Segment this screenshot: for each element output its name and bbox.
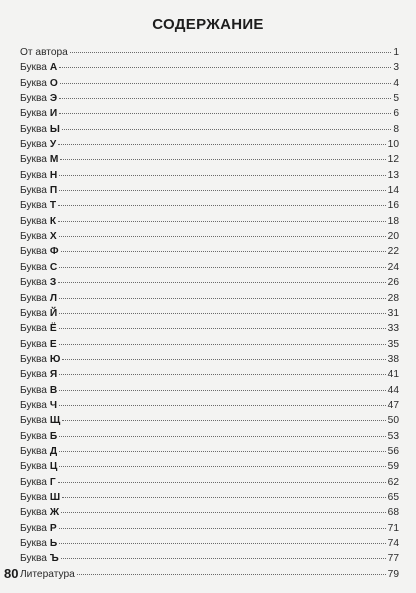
dot-leader <box>59 112 391 114</box>
toc-entry-label <box>20 321 57 336</box>
toc-entry-letter: Я <box>49 369 58 381</box>
dot-leader <box>59 66 391 68</box>
toc-entry-label <box>20 551 59 566</box>
dot-leader <box>58 481 386 483</box>
toc-entry-prefix: Буква <box>20 307 50 319</box>
dot-leader <box>58 204 386 206</box>
toc-entry-page: 12 <box>387 154 399 166</box>
toc-entry-prefix: Буква <box>20 169 50 181</box>
toc-entry-letter: С <box>49 261 58 273</box>
toc-entry-prefix: Буква <box>20 123 50 135</box>
toc-entry-page: 35 <box>387 338 399 350</box>
toc-entry <box>20 137 399 152</box>
toc-entry <box>20 413 399 428</box>
toc-entry-page: 26 <box>387 277 399 289</box>
toc-entry-label <box>20 536 57 551</box>
toc-entry-prefix: Буква <box>20 231 50 243</box>
toc-entry-prefix: Буква <box>20 491 50 503</box>
toc-entry-label <box>20 45 68 60</box>
toc-entry-prefix: Буква <box>20 338 50 350</box>
dot-leader <box>59 327 386 329</box>
toc-entry-label <box>20 183 57 198</box>
toc-entry-label <box>20 275 56 290</box>
toc-entry-letter: Р <box>49 522 57 534</box>
toc-entry <box>20 152 399 167</box>
toc-entry-prefix: Буква <box>20 108 50 120</box>
dot-leader <box>60 158 385 160</box>
dot-leader <box>77 573 386 575</box>
toc-entry-label <box>20 198 56 213</box>
toc-entry-label <box>20 490 60 505</box>
dot-leader <box>59 297 386 299</box>
toc-entry-page: 79 <box>387 568 399 580</box>
toc-entry-letter: Ъ <box>49 553 59 565</box>
toc-entry <box>20 505 399 520</box>
toc-entry <box>20 306 399 321</box>
toc-entry-letter: О <box>49 77 58 89</box>
toc-entry-letter: Э <box>49 93 58 105</box>
toc-entry-prefix: Буква <box>20 522 50 534</box>
toc-entry-prefix: Буква <box>20 538 50 549</box>
toc-entry-prefix: Буква <box>20 476 50 488</box>
dot-leader <box>59 97 391 99</box>
toc-entry-label <box>20 429 57 444</box>
toc-entry-letter: Й <box>49 307 58 319</box>
toc-entry-prefix: Буква <box>20 445 50 457</box>
toc-entry-prefix: Буква <box>20 261 50 273</box>
toc-entry-letter: Ё <box>49 323 57 335</box>
toc-entry-prefix: Буква <box>20 553 50 565</box>
toc-entry-label <box>20 137 56 152</box>
toc-entry-letter: Н <box>49 169 58 181</box>
toc-entry <box>20 521 399 536</box>
toc-entry-page: 77 <box>387 553 399 565</box>
dot-leader <box>70 51 392 53</box>
toc-entry-page: 4 <box>393 77 399 89</box>
toc-entry-prefix: Буква <box>20 384 50 396</box>
toc-entry <box>20 60 399 75</box>
toc-entry-page: 44 <box>387 384 399 396</box>
toc-entry <box>20 106 399 121</box>
toc-entry-label <box>20 398 57 413</box>
toc-entry-page: 18 <box>387 215 399 227</box>
dot-leader <box>61 557 386 559</box>
toc-entry-page: 14 <box>387 185 399 197</box>
toc-entry-prefix: Буква <box>20 200 50 212</box>
toc-entry-label <box>20 367 57 382</box>
toc-entry <box>20 459 399 474</box>
toc-entry-page: 28 <box>387 292 399 304</box>
toc-entry-page: 38 <box>387 353 399 365</box>
toc-entry-prefix: Литература <box>20 568 75 580</box>
toc-entry-prefix: Буква <box>20 62 50 74</box>
dot-leader <box>59 174 385 176</box>
toc-entry <box>20 275 399 290</box>
dot-leader <box>61 250 386 252</box>
dot-leader <box>61 511 386 513</box>
toc-entry <box>20 337 399 352</box>
toc-entry-prefix: Буква <box>20 77 50 89</box>
toc-entry-label <box>20 244 59 259</box>
toc-entry-label <box>20 444 57 459</box>
toc-entry-prefix: Буква <box>20 323 50 335</box>
toc-entry <box>20 291 399 306</box>
toc-entry <box>20 367 399 382</box>
toc-entry <box>20 429 399 444</box>
dot-leader <box>59 404 386 406</box>
toc-entry <box>20 122 399 137</box>
toc-entry-label <box>20 383 57 398</box>
toc-entry <box>20 352 399 367</box>
toc-entry-label <box>20 122 60 137</box>
toc-entry-label <box>20 60 57 75</box>
toc-entry-page: 5 <box>393 93 399 105</box>
toc-entry-page: 31 <box>387 307 399 319</box>
toc-entry-label <box>20 76 58 91</box>
toc-entry-page: 71 <box>387 522 399 534</box>
toc-entry-letter: Х <box>49 231 57 243</box>
toc-entry-prefix: Буква <box>20 415 50 427</box>
toc-entry <box>20 244 399 259</box>
dot-leader <box>58 281 385 283</box>
toc-entry-page: 3 <box>393 62 399 74</box>
toc-entry-letter: М <box>49 154 59 166</box>
toc-entry-page: 65 <box>387 491 399 503</box>
dot-leader <box>60 82 392 84</box>
toc-entry-label <box>20 291 57 306</box>
toc-entry-label <box>20 214 56 229</box>
toc-entry-prefix: Буква <box>20 507 50 519</box>
toc-entry <box>20 91 399 106</box>
toc-entry-label <box>20 91 57 106</box>
toc-entry <box>20 76 399 91</box>
dot-leader <box>59 435 386 437</box>
toc-entry-label <box>20 567 75 582</box>
toc-entry-prefix: Буква <box>20 292 50 304</box>
dot-leader <box>59 266 385 268</box>
toc-entry <box>20 567 399 582</box>
toc-entry-letter: А <box>49 62 58 74</box>
toc-entry-letter: П <box>49 185 58 197</box>
toc-entry <box>20 536 399 551</box>
toc-entry <box>20 214 399 229</box>
toc-entry-label <box>20 229 57 244</box>
table-of-contents <box>20 45 399 582</box>
toc-entry-page: 13 <box>387 169 399 181</box>
toc-entry-letter: Ы <box>49 123 60 135</box>
toc-entry-prefix: Буква <box>20 215 50 227</box>
dot-leader <box>59 450 386 452</box>
toc-entry <box>20 168 399 183</box>
page-number: 80 <box>4 566 19 581</box>
toc-entry <box>20 45 399 60</box>
toc-entry-page: 47 <box>387 399 399 411</box>
toc-entry <box>20 383 399 398</box>
toc-entry <box>20 398 399 413</box>
toc-entry-page: 56 <box>387 445 399 457</box>
toc-entry-label <box>20 106 57 121</box>
toc-entry-page: 41 <box>387 369 399 381</box>
toc-entry-letter: Е <box>49 338 57 350</box>
toc-entry-letter: И <box>49 108 58 120</box>
toc-entry-letter: В <box>49 384 58 396</box>
dot-leader <box>62 358 385 360</box>
toc-entry-prefix: От автора <box>20 47 68 58</box>
dot-leader <box>58 220 386 222</box>
toc-entry-page: 53 <box>387 430 399 442</box>
toc-entry-page: 62 <box>387 476 399 488</box>
toc-entry-prefix: Буква <box>20 369 50 381</box>
toc-entry-prefix: Буква <box>20 185 50 197</box>
toc-entry-page: 20 <box>387 231 399 243</box>
toc-entry-page: 22 <box>387 246 399 258</box>
toc-entry-letter: Д <box>49 445 58 457</box>
toc-entry-label <box>20 505 59 520</box>
toc-entry <box>20 321 399 336</box>
toc-entry-page: 59 <box>387 461 399 473</box>
toc-entry <box>20 229 399 244</box>
dot-leader <box>59 312 386 314</box>
toc-entry <box>20 475 399 490</box>
page-title: СОДЕРЖАНИЕ <box>152 16 264 33</box>
toc-entry-label <box>20 459 57 474</box>
toc-entry <box>20 490 399 505</box>
toc-entry-label <box>20 306 57 321</box>
dot-leader <box>62 128 392 130</box>
toc-entry-label <box>20 260 57 275</box>
dot-leader <box>59 373 386 375</box>
toc-entry-letter: Г <box>49 476 56 488</box>
toc-entry-prefix: Буква <box>20 399 50 411</box>
toc-entry-letter: Ц <box>49 461 58 473</box>
toc-entry-letter: Щ <box>49 415 61 427</box>
toc-entry-letter: Т <box>49 200 57 212</box>
toc-entry-label <box>20 352 60 367</box>
toc-entry-letter: Ь <box>49 538 58 549</box>
dot-leader <box>59 465 385 467</box>
toc-entry-letter: Ф <box>49 246 59 258</box>
toc-entry-label <box>20 337 57 352</box>
toc-entry-letter: Ш <box>49 491 61 503</box>
toc-entry-page: 8 <box>393 123 399 135</box>
toc-entry-page: 10 <box>387 139 399 151</box>
toc-entry-letter: Ч <box>49 399 57 411</box>
toc-entry <box>20 260 399 275</box>
toc-entry <box>20 183 399 198</box>
toc-entry-prefix: Буква <box>20 246 50 258</box>
toc-entry-page: 24 <box>387 261 399 273</box>
toc-entry-letter: К <box>49 215 57 227</box>
toc-entry-page: 68 <box>387 507 399 519</box>
toc-entry-letter: Ю <box>49 353 61 365</box>
dot-leader <box>58 143 386 145</box>
toc-entry-letter: Л <box>49 292 57 304</box>
toc-entry-letter: У <box>49 139 57 151</box>
dot-leader <box>59 527 386 529</box>
toc-entry-page: 1 <box>393 47 399 58</box>
toc-entry <box>20 551 399 566</box>
dot-leader <box>59 343 386 345</box>
dot-leader <box>59 189 386 191</box>
toc-entry-prefix: Буква <box>20 461 50 473</box>
toc-entry-label <box>20 168 57 183</box>
dot-leader <box>62 419 385 421</box>
dot-leader <box>59 389 385 391</box>
toc-entry-letter: З <box>49 277 57 289</box>
toc-entry-prefix: Буква <box>20 93 50 105</box>
toc-entry-prefix: Буква <box>20 430 50 442</box>
dot-leader <box>59 542 386 544</box>
toc-entry <box>20 198 399 213</box>
toc-entry-prefix: Буква <box>20 277 50 289</box>
toc-entry-prefix: Буква <box>20 353 50 365</box>
toc-entry-letter: Ж <box>49 507 60 519</box>
toc-entry-page: 6 <box>393 108 399 120</box>
toc-entry-label <box>20 475 56 490</box>
toc-entry-label <box>20 521 57 536</box>
toc-entry-page: 33 <box>387 323 399 335</box>
toc-entry-label <box>20 152 58 167</box>
toc-entry-letter: Б <box>49 430 58 442</box>
dot-leader <box>59 235 386 237</box>
toc-entry-prefix: Буква <box>20 154 50 166</box>
dot-leader <box>62 496 386 498</box>
toc-entry <box>20 444 399 459</box>
toc-entry-page: 74 <box>387 538 399 549</box>
toc-entry-page: 50 <box>387 415 399 427</box>
toc-entry-page: 16 <box>387 200 399 212</box>
toc-entry-label <box>20 413 60 428</box>
toc-entry-prefix: Буква <box>20 139 50 151</box>
